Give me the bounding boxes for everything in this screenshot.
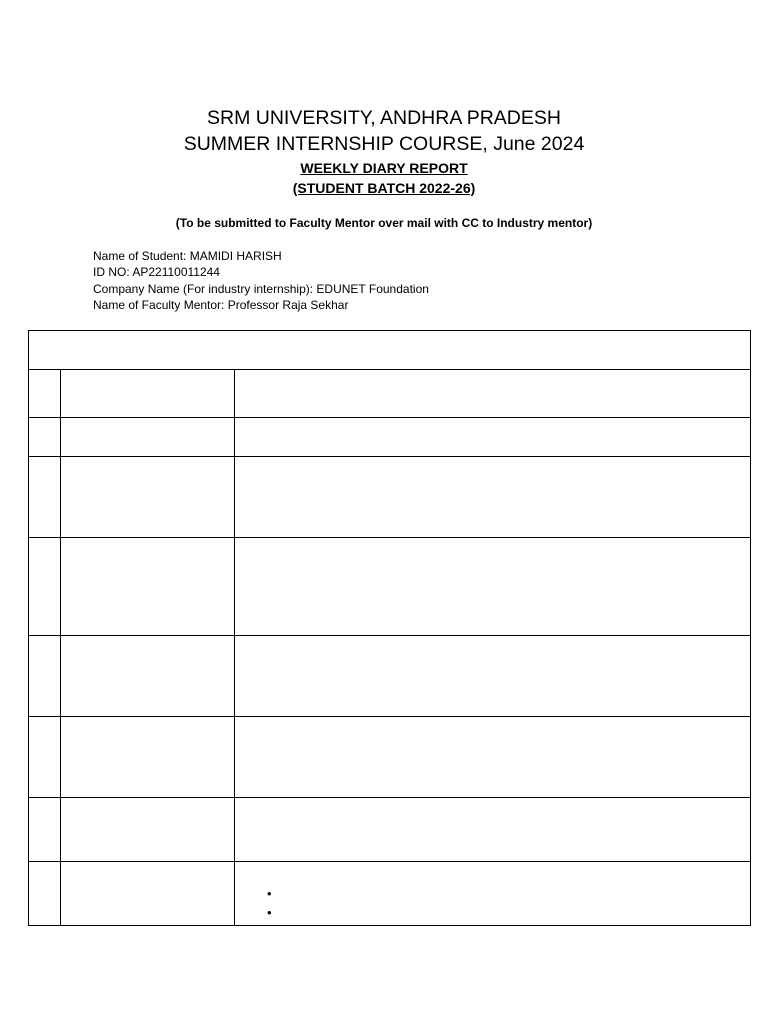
row-divider [29,861,750,862]
table-header-row [29,331,750,370]
student-info [93,248,429,313]
report-title: WEEKLY DIARY REPORT [300,160,468,176]
row-divider [29,456,750,457]
student-id: ID NO: AP22110011244 [93,265,220,280]
row-divider [29,417,750,418]
faculty-mentor: Name of Faculty Mentor: Professor Raja Sekhar [93,297,349,312]
bullet-point: • [267,886,272,901]
diary-table [28,330,751,926]
column-divider [60,370,61,925]
company-name: Company Name (For industry internship): EDUNET Foundation [93,281,429,296]
university-title: SRM UNIVERSITY, ANDHRA PRADESH [207,107,561,129]
course-title: SUMMER INTERNSHIP COURSE, June 2024 [183,133,585,155]
row-divider [29,537,750,538]
row-divider [29,716,750,717]
column-divider [234,370,235,925]
row-divider [29,635,750,636]
batch-title: (STUDENT BATCH 2022-26) [292,180,476,196]
student-name: Name of Student: MAMIDI HARISH [93,249,282,263]
bullet-point: • [267,905,272,920]
submission-note: (To be submitted to Faculty Mentor over mail with CC to Industry mentor) [175,216,593,230]
row-divider [29,797,750,798]
